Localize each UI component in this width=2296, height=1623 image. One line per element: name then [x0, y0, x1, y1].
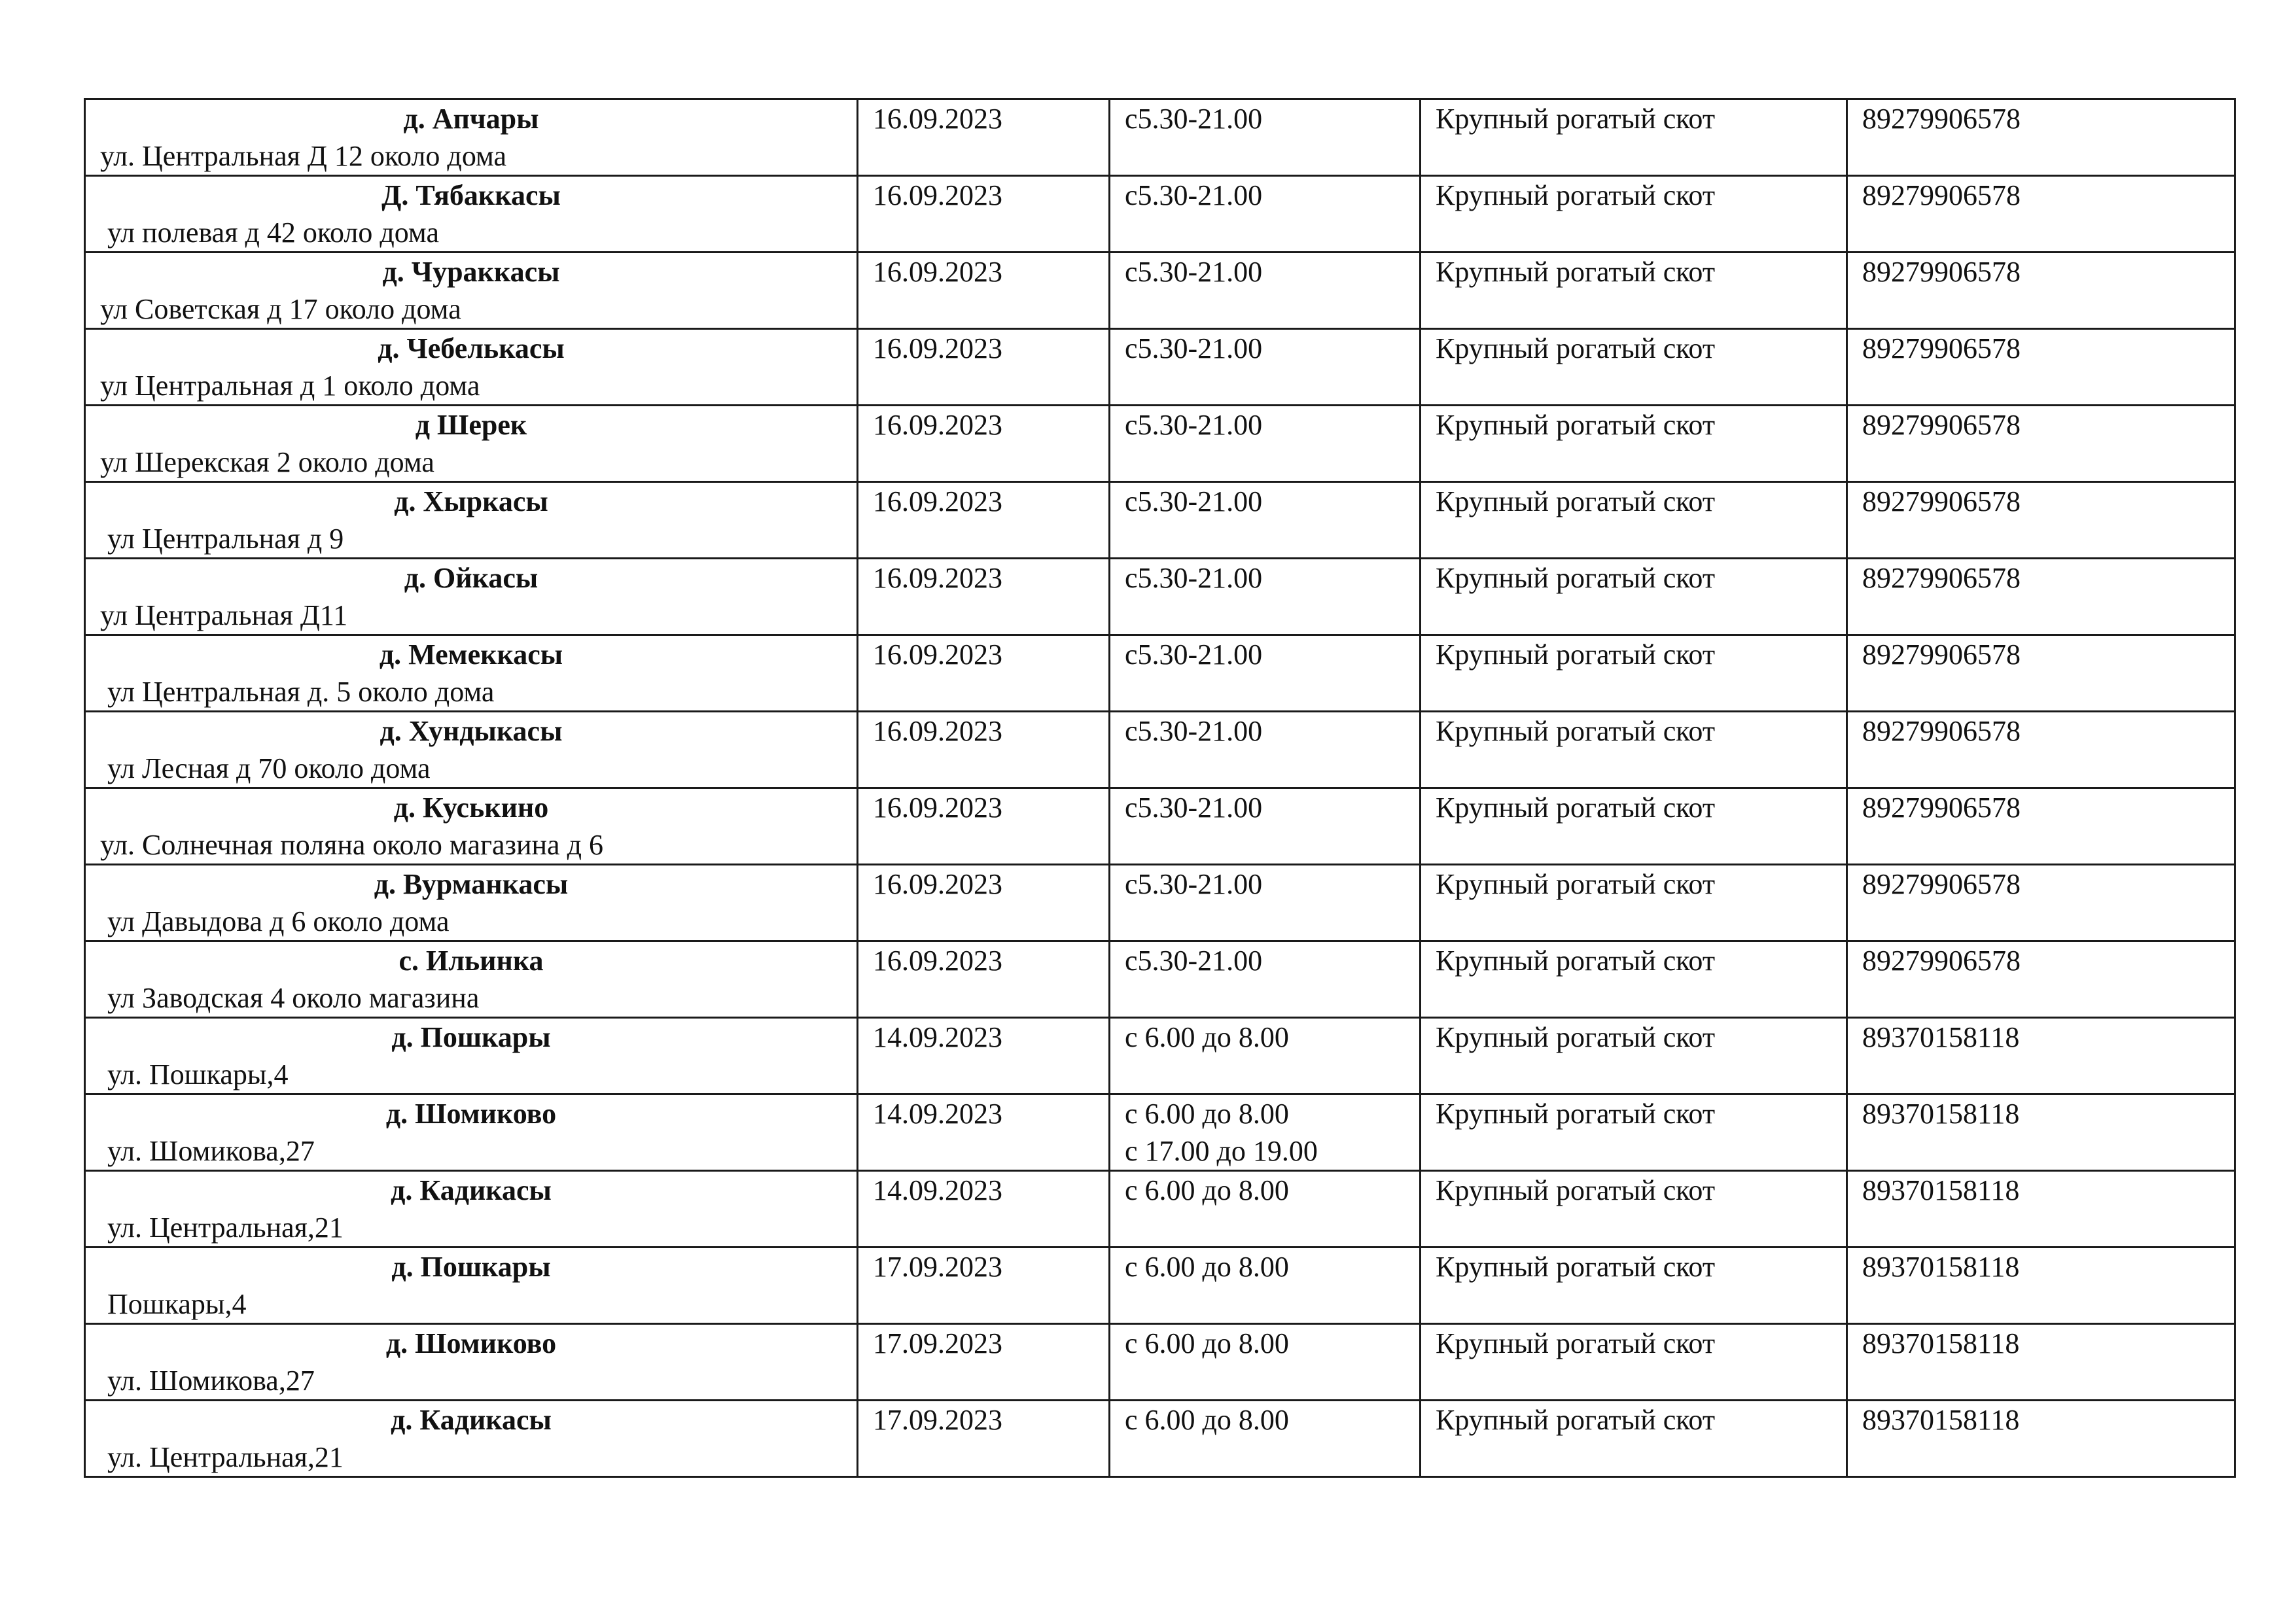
- phone-cell: [1847, 1094, 2235, 1171]
- date-value: 14.09.2023: [873, 1174, 1002, 1206]
- time-range: с 17.00 до 19.00: [1125, 1135, 1318, 1167]
- table-row: [85, 559, 2235, 635]
- date-cell: [858, 253, 1110, 329]
- livestock-type: Крупный рогатый скот: [1436, 103, 1716, 135]
- location-cell: [85, 788, 858, 865]
- phone-number: 89279906578: [1862, 256, 2021, 288]
- livestock-type-cell: [1421, 1401, 1847, 1477]
- time-range: с5.30-21.00: [1125, 868, 1263, 900]
- livestock-type: Крупный рогатый скот: [1436, 1021, 1716, 1053]
- date-cell: [858, 788, 1110, 865]
- date-cell: [858, 406, 1110, 482]
- date-value: 16.09.2023: [873, 945, 1002, 977]
- location-cell: [85, 1094, 858, 1171]
- settlement-name: д. Кадикасы: [391, 1174, 552, 1206]
- livestock-type: Крупный рогатый скот: [1436, 715, 1716, 747]
- settlement-name: Д. Тябаккасы: [381, 179, 561, 211]
- time-cell: [1110, 1248, 1421, 1324]
- livestock-type-cell: [1421, 865, 1847, 941]
- date-cell: [858, 1248, 1110, 1324]
- location-cell: [85, 482, 858, 559]
- document-page: [84, 98, 2234, 1478]
- table-row: [85, 1248, 2235, 1324]
- street-address: ул. Пошкары,4: [100, 1058, 289, 1091]
- livestock-type: Крупный рогатый скот: [1436, 792, 1716, 824]
- phone-cell: [1847, 482, 2235, 559]
- date-value: 16.09.2023: [873, 562, 1002, 594]
- phone-cell: [1847, 865, 2235, 941]
- phone-cell: [1847, 1248, 2235, 1324]
- street-address: ул. Солнечная поляна около магазина д 6: [100, 829, 603, 861]
- livestock-type: Крупный рогатый скот: [1436, 256, 1716, 288]
- phone-number: 89279906578: [1862, 868, 2021, 900]
- street-address: ул полевая д 42 около дома: [100, 217, 439, 249]
- table-row: [85, 635, 2235, 712]
- date-value: 16.09.2023: [873, 792, 1002, 824]
- livestock-type-cell: [1421, 559, 1847, 635]
- livestock-type-cell: [1421, 329, 1847, 406]
- date-cell: [858, 1094, 1110, 1171]
- street-address: ул Давыдова д 6 около дома: [100, 905, 450, 937]
- time-cell: [1110, 176, 1421, 253]
- phone-number: 89279906578: [1862, 638, 2021, 671]
- phone-number: 89370158118: [1862, 1098, 2020, 1130]
- time-range: с 6.00 до 8.00: [1125, 1327, 1289, 1359]
- livestock-type-cell: [1421, 99, 1847, 176]
- livestock-type-cell: [1421, 253, 1847, 329]
- date-cell: [858, 1018, 1110, 1094]
- table-row: [85, 99, 2235, 176]
- settlement-name: д. Куськино: [393, 792, 549, 824]
- phone-number: 89370158118: [1862, 1021, 2020, 1053]
- location-cell: [85, 559, 858, 635]
- settlement-name: д. Хыркасы: [394, 485, 548, 517]
- date-cell: [858, 329, 1110, 406]
- livestock-type-cell: [1421, 1248, 1847, 1324]
- street-address: ул. Шомикова,27: [100, 1365, 315, 1397]
- street-address: ул Центральная д 9: [100, 523, 344, 555]
- date-cell: [858, 559, 1110, 635]
- date-cell: [858, 712, 1110, 788]
- table-row: [85, 406, 2235, 482]
- date-value: 16.09.2023: [873, 409, 1002, 441]
- phone-cell: [1847, 941, 2235, 1018]
- date-cell: [858, 176, 1110, 253]
- location-cell: [85, 1248, 858, 1324]
- schedule-table-body: [85, 99, 2235, 1477]
- livestock-type: Крупный рогатый скот: [1436, 332, 1716, 364]
- phone-number: 89370158118: [1862, 1174, 2020, 1206]
- time-range: с5.30-21.00: [1125, 409, 1263, 441]
- location-cell: [85, 329, 858, 406]
- phone-cell: [1847, 1018, 2235, 1094]
- settlement-name: д. Чебелькасы: [378, 332, 565, 364]
- location-cell: [85, 635, 858, 712]
- phone-number: 89279906578: [1862, 409, 2021, 441]
- date-cell: [858, 941, 1110, 1018]
- settlement-name: д. Шомиково: [385, 1098, 557, 1130]
- date-cell: [858, 99, 1110, 176]
- location-cell: [85, 176, 858, 253]
- phone-number: 89279906578: [1862, 945, 2021, 977]
- date-value: 16.09.2023: [873, 179, 1002, 211]
- date-value: 16.09.2023: [873, 638, 1002, 671]
- street-address: ул Центральная д. 5 около дома: [100, 676, 495, 708]
- livestock-type-cell: [1421, 1324, 1847, 1401]
- location-cell: [85, 253, 858, 329]
- table-row: [85, 1094, 2235, 1171]
- table-row: [85, 1324, 2235, 1401]
- settlement-name: д Шерек: [415, 409, 527, 441]
- table-row: [85, 1401, 2235, 1477]
- livestock-type-cell: [1421, 941, 1847, 1018]
- time-range: с5.30-21.00: [1125, 256, 1263, 288]
- settlement-name: д. Ойкасы: [404, 562, 539, 594]
- date-cell: [858, 1324, 1110, 1401]
- phone-cell: [1847, 635, 2235, 712]
- time-cell: [1110, 941, 1421, 1018]
- phone-cell: [1847, 1401, 2235, 1477]
- time-cell: [1110, 329, 1421, 406]
- table-row: [85, 176, 2235, 253]
- street-address: ул Лесная д 70 около дома: [100, 752, 431, 784]
- livestock-type: Крупный рогатый скот: [1436, 1404, 1716, 1436]
- livestock-type-cell: [1421, 1018, 1847, 1094]
- time-range: с 6.00 до 8.00: [1125, 1251, 1289, 1283]
- date-value: 17.09.2023: [873, 1404, 1002, 1436]
- livestock-type: Крупный рогатый скот: [1436, 1098, 1716, 1130]
- livestock-type: Крупный рогатый скот: [1436, 562, 1716, 594]
- date-value: 17.09.2023: [873, 1251, 1002, 1283]
- table-row: [85, 253, 2235, 329]
- time-range: с5.30-21.00: [1125, 638, 1263, 671]
- time-range: с5.30-21.00: [1125, 103, 1263, 135]
- phone-number: 89279906578: [1862, 715, 2021, 747]
- location-cell: [85, 712, 858, 788]
- date-cell: [858, 865, 1110, 941]
- settlement-name: д. Вурманкасы: [374, 868, 569, 900]
- settlement-name: д. Мемеккасы: [379, 638, 563, 671]
- livestock-type-cell: [1421, 406, 1847, 482]
- table-row: [85, 865, 2235, 941]
- livestock-type-cell: [1421, 788, 1847, 865]
- livestock-type-cell: [1421, 482, 1847, 559]
- date-cell: [858, 1401, 1110, 1477]
- phone-cell: [1847, 176, 2235, 253]
- livestock-type-cell: [1421, 712, 1847, 788]
- time-cell: [1110, 253, 1421, 329]
- livestock-type: Крупный рогатый скот: [1436, 868, 1716, 900]
- time-range: с 6.00 до 8.00: [1125, 1174, 1289, 1206]
- table-row: [85, 712, 2235, 788]
- settlement-name: с. Ильинка: [398, 945, 544, 977]
- phone-number: 89279906578: [1862, 179, 2021, 211]
- phone-cell: [1847, 253, 2235, 329]
- location-cell: [85, 1171, 858, 1248]
- date-value: 16.09.2023: [873, 256, 1002, 288]
- street-address: ул. Центральная,21: [100, 1212, 344, 1244]
- time-range: с5.30-21.00: [1125, 562, 1263, 594]
- time-range: с5.30-21.00: [1125, 715, 1263, 747]
- phone-number: 89279906578: [1862, 332, 2021, 364]
- time-range: с 6.00 до 8.00: [1125, 1404, 1289, 1436]
- settlement-name: д. Чураккасы: [382, 256, 560, 288]
- time-cell: [1110, 1401, 1421, 1477]
- settlement-name: д. Хундыкасы: [380, 715, 563, 747]
- livestock-type-cell: [1421, 176, 1847, 253]
- date-cell: [858, 1171, 1110, 1248]
- location-cell: [85, 1324, 858, 1401]
- livestock-type-cell: [1421, 1171, 1847, 1248]
- livestock-type: Крупный рогатый скот: [1436, 1327, 1716, 1359]
- time-range: с5.30-21.00: [1125, 792, 1263, 824]
- time-cell: [1110, 865, 1421, 941]
- street-address: ул Центральная Д11: [100, 599, 348, 631]
- table-row: [85, 482, 2235, 559]
- time-cell: [1110, 712, 1421, 788]
- settlement-name: д. Кадикасы: [391, 1404, 552, 1436]
- phone-number: 89279906578: [1862, 562, 2021, 594]
- livestock-type-cell: [1421, 635, 1847, 712]
- street-address: ул. Центральная Д 12 около дома: [100, 140, 507, 172]
- livestock-type-cell: [1421, 1094, 1847, 1171]
- location-cell: [85, 406, 858, 482]
- settlement-name: д. Апчары: [403, 103, 539, 135]
- phone-cell: [1847, 1171, 2235, 1248]
- phone-cell: [1847, 788, 2235, 865]
- settlement-name: д. Шомиково: [385, 1327, 557, 1359]
- date-value: 17.09.2023: [873, 1327, 1002, 1359]
- phone-cell: [1847, 712, 2235, 788]
- date-value: 14.09.2023: [873, 1098, 1002, 1130]
- date-value: 14.09.2023: [873, 1021, 1002, 1053]
- location-cell: [85, 941, 858, 1018]
- livestock-type: Крупный рогатый скот: [1436, 1174, 1716, 1206]
- phone-cell: [1847, 406, 2235, 482]
- livestock-type: Крупный рогатый скот: [1436, 638, 1716, 671]
- livestock-type: Крупный рогатый скот: [1436, 485, 1716, 517]
- time-range: с5.30-21.00: [1125, 485, 1263, 517]
- phone-cell: [1847, 559, 2235, 635]
- livestock-type: Крупный рогатый скот: [1436, 1251, 1716, 1283]
- settlement-name: д. Пошкары: [391, 1251, 551, 1283]
- time-cell: [1110, 482, 1421, 559]
- phone-number: 89279906578: [1862, 103, 2021, 135]
- time-cell: [1110, 1324, 1421, 1401]
- livestock-type: Крупный рогатый скот: [1436, 945, 1716, 977]
- location-cell: [85, 865, 858, 941]
- time-cell: [1110, 1094, 1421, 1171]
- time-cell: [1110, 788, 1421, 865]
- date-value: 16.09.2023: [873, 332, 1002, 364]
- phone-cell: [1847, 99, 2235, 176]
- phone-number: 89279906578: [1862, 792, 2021, 824]
- time-cell: [1110, 406, 1421, 482]
- phone-cell: [1847, 1324, 2235, 1401]
- street-address: ул Советская д 17 около дома: [100, 293, 461, 325]
- table-row: [85, 1171, 2235, 1248]
- livestock-type: Крупный рогатый скот: [1436, 409, 1716, 441]
- time-cell: [1110, 1018, 1421, 1094]
- table-row: [85, 1018, 2235, 1094]
- street-address: ул Центральная д 1 около дома: [100, 370, 480, 402]
- livestock-type: Крупный рогатый скот: [1436, 179, 1716, 211]
- street-address: ул Заводская 4 около магазина: [100, 982, 480, 1014]
- table-row: [85, 788, 2235, 865]
- time-range: с5.30-21.00: [1125, 332, 1263, 364]
- date-value: 16.09.2023: [873, 485, 1002, 517]
- phone-number: 89370158118: [1862, 1404, 2020, 1436]
- street-address: Пошкары,4: [100, 1288, 247, 1320]
- time-range: с5.30-21.00: [1125, 179, 1263, 211]
- time-cell: [1110, 559, 1421, 635]
- settlement-name: д. Пошкары: [391, 1021, 551, 1053]
- location-cell: [85, 1401, 858, 1477]
- phone-number: 89370158118: [1862, 1327, 2020, 1359]
- street-address: ул Шерекская 2 около дома: [100, 446, 434, 478]
- table-row: [85, 941, 2235, 1018]
- date-value: 16.09.2023: [873, 103, 1002, 135]
- time-cell: [1110, 635, 1421, 712]
- time-range: с 6.00 до 8.00: [1125, 1098, 1289, 1130]
- time-range: с5.30-21.00: [1125, 945, 1263, 977]
- date-value: 16.09.2023: [873, 715, 1002, 747]
- date-cell: [858, 635, 1110, 712]
- location-cell: [85, 1018, 858, 1094]
- table-row: [85, 329, 2235, 406]
- date-value: 16.09.2023: [873, 868, 1002, 900]
- time-range: с 6.00 до 8.00: [1125, 1021, 1289, 1053]
- phone-number: 89279906578: [1862, 485, 2021, 517]
- street-address: ул. Центральная,21: [100, 1441, 344, 1473]
- time-cell: [1110, 1171, 1421, 1248]
- phone-cell: [1847, 329, 2235, 406]
- phone-number: 89370158118: [1862, 1251, 2020, 1283]
- schedule-table: [84, 98, 2236, 1478]
- location-cell: [85, 99, 858, 176]
- time-cell: [1110, 99, 1421, 176]
- date-cell: [858, 482, 1110, 559]
- street-address: ул. Шомикова,27: [100, 1135, 315, 1167]
